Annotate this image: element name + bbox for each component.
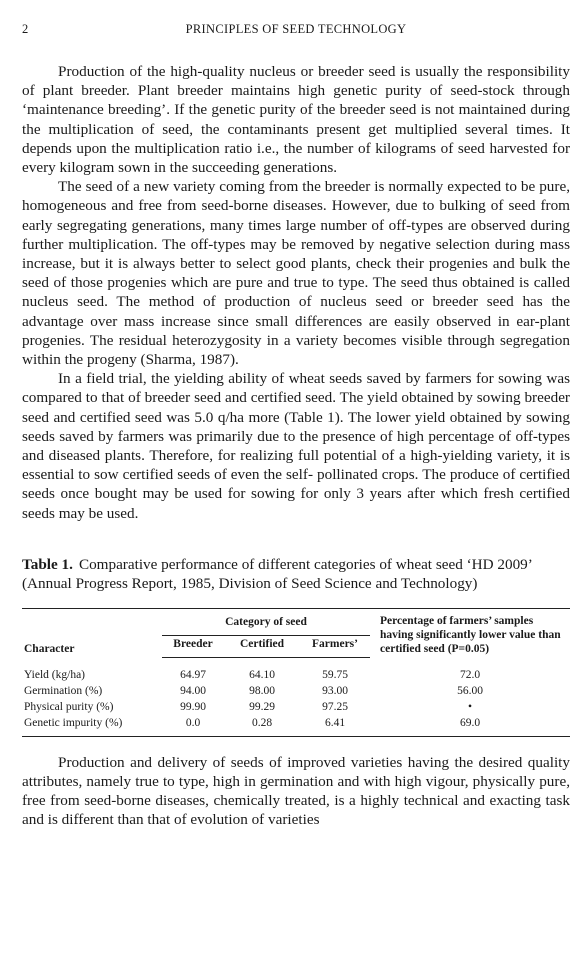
- cell-certified: 99.29: [249, 700, 275, 713]
- running-title: PRINCIPLES OF SEED TECHNOLOGY: [185, 22, 407, 36]
- closing-text: [22, 753, 570, 830]
- table-row: [22, 657, 570, 683]
- header-percentage: Percentage of farmers’ samples having significantly lower value than certified seed (P=0.05): [370, 608, 570, 657]
- header-character: Character: [22, 608, 162, 657]
- body-text: [22, 62, 570, 523]
- cell-farmers: 59.75: [322, 668, 348, 681]
- header-category: Category of seed: [162, 608, 370, 635]
- table-caption: [22, 555, 570, 594]
- header-breeder: Breeder: [162, 635, 224, 657]
- cell-character: Yield (kg/ha): [24, 668, 85, 681]
- cell-farmers: 93.00: [322, 684, 348, 697]
- table-row: [22, 683, 570, 699]
- page-header: [22, 22, 570, 42]
- cell-breeder: 64.97: [180, 668, 206, 681]
- book-page: [22, 22, 570, 830]
- table-caption-text: Comparative performance of different categories of wheat seed ‘HD 2009’ (Annual Progress Report, 1985, Division of Seed Science and Technology): [22, 555, 532, 593]
- seed-performance-table: [22, 608, 570, 737]
- cell-farmers: 6.41: [300, 715, 370, 737]
- cell-percentage: 69.0: [370, 715, 570, 737]
- cell-percentage: •: [467, 700, 473, 713]
- paragraph: Production and delivery of seeds of improved varieties having the desired quality attributes, namely true to type, high in germination and with high vigour, physically pure, free from seed-borne diseases, chemically treated, is a highly technical and exacting task and is different than that of evolution of varieties: [22, 753, 570, 829]
- cell-certified: 64.10: [249, 668, 275, 681]
- cell-percentage: 56.00: [457, 684, 483, 697]
- cell-character: Germination (%): [24, 684, 103, 697]
- cell-certified: 0.28: [224, 715, 300, 737]
- cell-breeder: 94.00: [180, 684, 206, 697]
- cell-character: Physical purity (%): [24, 700, 114, 713]
- table-label: Table 1.: [22, 555, 73, 573]
- table-row: [22, 715, 570, 737]
- cell-farmers: 97.25: [322, 700, 348, 713]
- cell-breeder: 99.90: [180, 700, 206, 713]
- paragraph: The seed of a new variety coming from the breeder is normally expected to be pure, homogeneous and free from seed-borne diseases. However, due to bulking of seed from early segregating generations, many times large number of off-types are observed during further multiplication. The off-types may be removed by negative selection during mass increase, but it is always better to select good plants, check their progenies and bulk the seed of those progenies which are pure and true to type. The seed thus obtained is called nucleus seed. The method of production of nucleus seed or breeder seed has the advantage over mass increase since small differences are easily observed in ear-plant progenies. The residual heterozygosity in a variety becomes visible through segregation within the progeny (Sharma, 1987).: [22, 178, 570, 369]
- table-row: [22, 699, 570, 715]
- cell-character: Genetic impurity (%): [22, 715, 162, 737]
- page-number: 2: [22, 22, 29, 36]
- header-certified: Certified: [224, 635, 300, 657]
- cell-breeder: 0.0: [162, 715, 224, 737]
- paragraph: In a field trial, the yielding ability of wheat seeds saved by farmers for sowing was compared to that of breeder seed and certified seed. The yield obtained by sowing breeder seed and certified seed was 5.0 q/ha more (Table 1). The lower yield obtained by sowing seeds saved by farmers was primarily due to the presence of high percentage of off-types and diseased plants. Therefore, for realizing full potential of a high-yielding variety, it is essential to sow certified seeds of even the self- pollinated crops. The produce of certified seeds once bought may be used for sowing for only 3 years after which fresh certified seeds may be used.: [22, 370, 570, 522]
- header-farmers: Farmers’: [300, 635, 370, 657]
- paragraph: Production of the high-quality nucleus or breeder seed is usually the responsibility of plant breeder. Plant breeder maintains high genetic purity of seed-stock through ‘maintenance breeding’. If the genetic purity of the breeder seed is not maintained during the multiplication of seed, the contaminants present get multiplied several times. It depends upon the multiplication ratio i.e., the number of kilograms of seed harvested for every kilogram sown in the succeeding generations.: [22, 63, 570, 177]
- cell-percentage: 72.0: [459, 668, 481, 681]
- cell-certified: 98.00: [249, 684, 275, 697]
